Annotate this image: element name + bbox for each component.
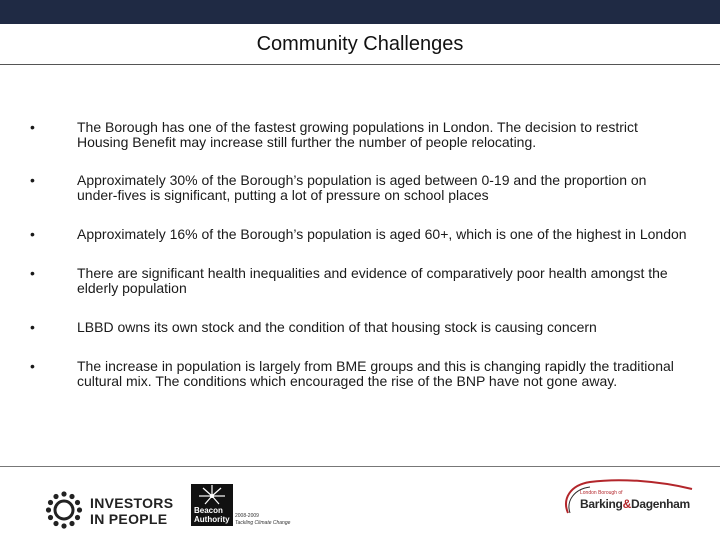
bullet-text: Approximately 30% of the Borough’s population is aged between 0-19 and the proportion on under-fives is significant, putting a lot of pressure on school places — [77, 172, 647, 203]
beacon-line-1: Beacon — [194, 506, 223, 515]
beacon-years: 2008-2009 — [235, 513, 259, 519]
bullet-marker: • — [30, 358, 35, 374]
bullet-item-housing-stock — [30, 320, 690, 335]
lbbd-small-text: London Borough of — [580, 490, 623, 496]
beacon-wordmark — [194, 506, 233, 524]
laurel-wreath-icon — [44, 490, 84, 530]
footer-divider — [0, 466, 720, 467]
bullet-text: The Borough has one of the fastest growing populations in London. The decision to restrict Housing Benefit may increase still further the number of people relocating. — [77, 119, 638, 150]
bullet-text: LBBD owns its own stock and the condition of that housing stock is causing concern — [77, 319, 597, 335]
beacon-line-2: Authority — [194, 515, 230, 524]
bullet-text: The increase in population is largely from BME groups and this is changing rapidly the traditional cultural mix. The conditions which encouraged the rise of the BNP have not gone away. — [77, 358, 674, 389]
beacon-tagline: Tackling Climate Change — [235, 520, 291, 526]
bullet-marker: • — [30, 319, 35, 335]
bullet-list — [30, 120, 690, 413]
bullet-item-growing-population — [30, 120, 690, 150]
bullet-item-health-inequalities — [30, 266, 690, 296]
lbbd-wordmark — [580, 497, 690, 511]
lbbd-part-1: Barking — [580, 497, 623, 511]
bullet-item-cultural-mix — [30, 359, 690, 389]
starburst-icon — [191, 484, 233, 508]
iip-line-2: IN PEOPLE — [90, 511, 168, 527]
bullet-item-older-population — [30, 227, 690, 242]
bullet-marker: • — [30, 226, 35, 242]
bullet-text: Approximately 16% of the Borough’s population is aged 60+, which is one of the highest in London — [77, 226, 687, 242]
iip-line-1: INVESTORS — [90, 495, 174, 511]
bullet-text: There are significant health inequalities and evidence of comparatively poor health amongst the elderly population — [77, 265, 668, 296]
beacon-emblem — [191, 484, 233, 526]
bullet-marker: • — [30, 265, 35, 281]
barking-dagenham-logo — [560, 479, 696, 515]
title-divider — [0, 64, 720, 65]
bullet-marker: • — [30, 119, 35, 135]
bullet-item-young-population — [30, 173, 690, 203]
bullet-marker: • — [30, 172, 35, 188]
slide-title: Community Challenges — [256, 33, 464, 55]
lbbd-part-2: Dagenham — [630, 497, 690, 511]
top-header-bar — [0, 0, 720, 24]
lbbd-ampersand: & — [622, 497, 631, 511]
